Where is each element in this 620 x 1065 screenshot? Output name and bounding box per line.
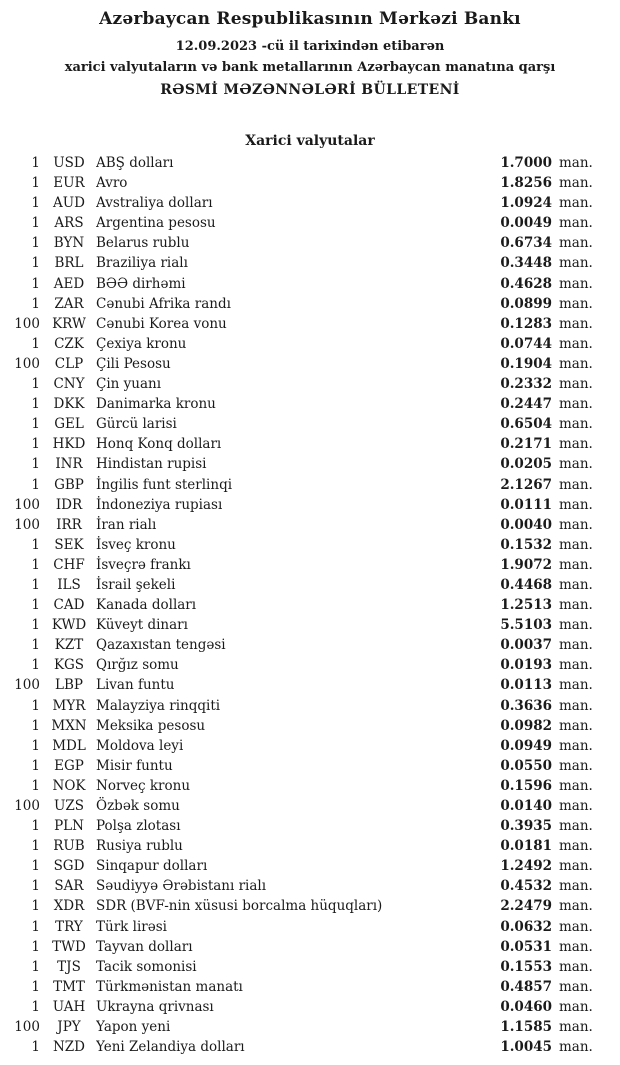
rate-value: 5.5103 (500, 617, 552, 634)
rate-value: 0.3935 (500, 818, 552, 835)
rate-row (0, 233, 596, 253)
unit-label: man. (559, 396, 593, 413)
rate-value: 2.1267 (500, 476, 552, 493)
rate-value: 0.0460 (500, 998, 552, 1015)
currency-name: Çili Pesosu (96, 355, 171, 372)
quantity: 1 (31, 456, 40, 473)
quantity: 1 (31, 175, 40, 192)
currency-name: Türk lirəsi (96, 918, 167, 935)
rate-value: 0.4628 (500, 275, 552, 292)
quantity: 1 (31, 556, 40, 573)
unit-label: man. (559, 757, 593, 774)
unit-label: man. (559, 697, 593, 714)
rate-row (0, 1017, 596, 1037)
rate-value: 0.0632 (500, 918, 552, 935)
unit-label: man. (559, 978, 593, 995)
currency-code: TMT (53, 978, 85, 995)
rate-value: 1.0924 (500, 195, 552, 212)
rate-row (0, 655, 596, 675)
unit-label: man. (559, 637, 593, 654)
rate-row (0, 816, 596, 836)
rate-value: 1.8256 (500, 175, 552, 192)
rate-row (0, 635, 596, 655)
rate-row (0, 675, 596, 695)
quantity: 1 (31, 335, 40, 352)
currency-name: İsveç kronu (96, 536, 176, 553)
rate-row (0, 997, 596, 1017)
currency-code: AED (53, 275, 85, 292)
quantity: 100 (14, 315, 40, 332)
currency-name: Özbək somu (96, 798, 180, 814)
currency-code: INR (55, 456, 83, 473)
unit-label: man. (559, 838, 593, 855)
currency-code: TJS (57, 958, 81, 975)
unit-label: man. (559, 818, 593, 835)
unit-label: man. (559, 858, 593, 875)
rate-value: 0.1532 (500, 536, 552, 553)
rate-row (0, 434, 596, 454)
currency-name: Cənubi Korea vonu (96, 315, 227, 332)
rate-value: 0.0113 (500, 677, 552, 694)
quantity: 1 (31, 416, 40, 433)
rate-row (0, 495, 596, 515)
currency-name: Tacik somonisi (96, 958, 197, 975)
unit-label: man. (559, 315, 593, 332)
currency-name: İran rialı (96, 516, 157, 533)
bank-title: Azərbaycan Respublikasının Mərkəzi Bankı (99, 9, 521, 29)
currency-code: ARS (54, 215, 84, 232)
rate-value: 0.1553 (500, 958, 552, 975)
currency-name: Hindistan rupisi (96, 456, 207, 473)
currency-code: DKK (53, 396, 85, 413)
rate-value: 0.0040 (500, 516, 552, 533)
rate-row (0, 334, 596, 354)
currency-name: Avstraliya dolları (96, 195, 213, 212)
section-title-foreign-currencies: Xarici valyutalar (245, 133, 375, 149)
unit-label: man. (559, 335, 593, 352)
rate-value: 0.0550 (500, 757, 552, 774)
unit-label: man. (559, 717, 593, 734)
quantity: 1 (31, 617, 40, 634)
unit-label: man. (559, 777, 593, 794)
currency-name: Argentina pesosu (96, 215, 216, 232)
rate-row (0, 555, 596, 575)
currency-code: SEK (54, 536, 84, 553)
quantity: 1 (31, 717, 40, 734)
rate-row (0, 354, 596, 374)
unit-label: man. (559, 1019, 593, 1036)
quantity: 1 (31, 295, 40, 312)
currency-name: Qırğız somu (96, 657, 179, 674)
currency-name: Tayvan dolları (96, 938, 193, 955)
quantity: 1 (31, 255, 40, 272)
rate-row (0, 856, 596, 876)
rate-value: 0.0181 (500, 838, 552, 855)
unit-label: man. (559, 798, 593, 814)
quantity: 1 (31, 737, 40, 754)
currency-code: NOK (52, 777, 86, 794)
rate-value: 0.6504 (500, 416, 552, 433)
unit-label: man. (559, 576, 593, 593)
rate-row (0, 515, 596, 535)
rate-row (0, 173, 596, 193)
quantity: 100 (14, 1019, 40, 1036)
rate-value: 2.2479 (500, 898, 552, 915)
rate-row (0, 274, 596, 294)
currency-code: SGD (53, 858, 85, 875)
bulletin-header (0, 9, 620, 98)
currency-code: KRW (52, 315, 86, 332)
rate-value: 1.0045 (500, 1039, 552, 1056)
rate-value: 0.4468 (500, 576, 552, 593)
currency-name: Yeni Zelandiya dolları (96, 1039, 245, 1056)
unit-label: man. (559, 155, 593, 171)
currency-name: Çin yuanı (96, 376, 162, 393)
rate-value: 1.2492 (500, 858, 552, 875)
currency-code: NZD (52, 1039, 86, 1056)
quantity: 1 (31, 576, 40, 593)
rate-row (0, 736, 596, 756)
unit-label: man. (559, 918, 593, 935)
quantity: 1 (31, 958, 40, 975)
currency-name: Ukrayna qrivnası (96, 998, 214, 1015)
currency-name: İsveçrə frankı (96, 556, 191, 573)
rate-row (0, 836, 596, 856)
rate-row (0, 756, 596, 776)
rate-value: 0.3448 (500, 255, 552, 272)
currency-code: PLN (54, 818, 84, 835)
unit-label: man. (559, 998, 593, 1015)
unit-label: man. (559, 516, 593, 533)
quantity: 1 (31, 818, 40, 835)
currency-code: CHF (53, 556, 85, 573)
quantity: 1 (31, 476, 40, 493)
quantity: 1 (31, 998, 40, 1015)
currency-name: Moldova leyi (96, 737, 184, 754)
unit-label: man. (559, 175, 593, 192)
currency-code: LBP (55, 677, 83, 694)
currency-name: Belarus rublu (96, 235, 190, 252)
currency-code: CLP (54, 355, 84, 372)
currency-code: BRL (54, 255, 84, 272)
currency-code: ILS (57, 576, 81, 593)
quantity: 1 (31, 376, 40, 393)
quantity: 100 (14, 496, 40, 513)
quantity: 1 (31, 155, 40, 171)
rate-value: 0.0037 (500, 637, 552, 654)
rate-value: 1.1585 (500, 1019, 552, 1036)
rate-value: 0.0140 (500, 798, 552, 814)
unit-label: man. (559, 476, 593, 493)
rate-value: 1.2513 (500, 597, 552, 614)
currency-name: Sinqapur dolları (96, 858, 208, 875)
effective-date-line: 12.09.2023 -cü il tarixindən etibarən (175, 39, 445, 54)
rate-value: 0.2171 (500, 436, 552, 453)
rate-row (0, 896, 596, 916)
quantity: 1 (31, 1039, 40, 1056)
currency-code: MYR (52, 697, 86, 714)
currency-name: Braziliya rialı (96, 255, 188, 272)
currency-name: Rusiya rublu (96, 838, 183, 855)
currency-code: CZK (54, 335, 84, 352)
currency-code: TRY (55, 918, 83, 935)
currency-code: HKD (52, 436, 86, 453)
exchange-rates-table (0, 153, 620, 1057)
currency-name: Türkmənistan manatı (96, 978, 243, 995)
quantity: 1 (31, 978, 40, 995)
rate-row (0, 1037, 596, 1057)
rate-value: 0.0744 (500, 335, 552, 352)
rate-value: 0.2447 (500, 396, 552, 413)
rate-row (0, 414, 596, 434)
rate-value: 0.0111 (500, 496, 552, 513)
currency-name: İsrail şekeli (96, 576, 176, 593)
rate-value: 0.1596 (500, 777, 552, 794)
rate-value: 0.0205 (500, 456, 552, 473)
currency-name: Yapon yeni (96, 1019, 171, 1036)
currency-name: Küveyt dinarı (96, 617, 188, 634)
currency-code: UZS (53, 798, 84, 814)
rate-row (0, 294, 596, 314)
rate-row (0, 213, 596, 233)
rate-value: 0.1904 (500, 355, 552, 372)
rate-row (0, 876, 596, 896)
rate-value: 0.0193 (500, 657, 552, 674)
rate-row (0, 917, 596, 937)
currency-code: SAR (54, 878, 84, 895)
currency-name: Cənubi Afrika randı (96, 295, 231, 312)
rate-value: 0.3636 (500, 697, 552, 714)
currency-code: MDL (52, 737, 86, 754)
rate-row (0, 475, 596, 495)
rate-row (0, 957, 596, 977)
rate-row (0, 193, 596, 213)
currency-code: UAH (52, 998, 86, 1015)
currency-code: XDR (53, 898, 85, 915)
currency-name: Avro (96, 175, 128, 192)
quantity: 1 (31, 637, 40, 654)
rate-row (0, 454, 596, 474)
currency-code: GEL (54, 416, 84, 433)
currency-name: BƏƏ dirhəmi (96, 275, 186, 292)
rate-value: 0.1283 (500, 315, 552, 332)
unit-label: man. (559, 938, 593, 955)
rate-row (0, 615, 596, 635)
quantity: 1 (31, 396, 40, 413)
bulletin-subtitle: xarici valyutaların və bank metallarının Azərbaycan manatına qarşı (64, 60, 556, 75)
quantity: 1 (31, 697, 40, 714)
quantity: 1 (31, 918, 40, 935)
unit-label: man. (559, 1039, 593, 1056)
currency-name: Çexiya kronu (96, 335, 187, 352)
currency-name: Malayziya rinqqiti (96, 697, 221, 714)
currency-code: KWD (51, 617, 87, 634)
currency-code: JPY (57, 1019, 81, 1036)
rate-value: 1.7000 (500, 155, 552, 171)
unit-label: man. (559, 436, 593, 453)
rate-row (0, 595, 596, 615)
quantity: 1 (31, 195, 40, 212)
currency-code: CNY (53, 376, 85, 393)
currency-name: İndoneziya rupiası (96, 496, 223, 513)
rate-row (0, 153, 596, 173)
rate-row (0, 696, 596, 716)
currency-code: MXN (51, 717, 87, 734)
rate-value: 0.0982 (500, 717, 552, 734)
unit-label: man. (559, 737, 593, 754)
currency-name: Səudiyyə Ərəbistanı rialı (96, 878, 267, 895)
quantity: 1 (31, 215, 40, 232)
quantity: 100 (14, 798, 40, 814)
currency-code: TWD (52, 938, 86, 955)
currency-code: AUD (53, 195, 85, 212)
currency-name: SDR (BVF-nin xüsusi borcalma hüquqları) (96, 898, 383, 915)
quantity: 100 (14, 355, 40, 372)
rate-row (0, 314, 596, 334)
rate-value: 0.6734 (500, 235, 552, 252)
rate-value: 0.0049 (500, 215, 552, 232)
unit-label: man. (559, 677, 593, 694)
currency-name: Polşa zlotası (96, 818, 181, 835)
unit-label: man. (559, 878, 593, 895)
quantity: 1 (31, 777, 40, 794)
currency-name: Gürcü larisi (96, 416, 177, 433)
unit-label: man. (559, 195, 593, 212)
unit-label: man. (559, 898, 593, 915)
currency-name: Qazaxıstan tengəsi (96, 637, 226, 654)
quantity: 100 (14, 516, 40, 533)
quantity: 1 (31, 838, 40, 855)
unit-label: man. (559, 355, 593, 372)
currency-name: ABŞ dolları (96, 155, 174, 171)
currency-code: RUB (53, 838, 85, 855)
quantity: 1 (31, 536, 40, 553)
currency-code: EGP (54, 757, 84, 774)
currency-name: Honq Konq dolları (96, 436, 222, 453)
unit-label: man. (559, 617, 593, 634)
currency-name: Livan funtu (96, 677, 175, 694)
rate-value: 0.4857 (500, 978, 552, 995)
quantity: 1 (31, 436, 40, 453)
unit-label: man. (559, 416, 593, 433)
quantity: 1 (31, 235, 40, 252)
unit-label: man. (559, 536, 593, 553)
currency-code: KGS (53, 657, 85, 674)
currency-code: GBP (54, 476, 84, 493)
rate-row (0, 977, 596, 997)
rate-row (0, 776, 596, 796)
quantity: 1 (31, 898, 40, 915)
unit-label: man. (559, 958, 593, 975)
quantity: 100 (14, 677, 40, 694)
quantity: 1 (31, 878, 40, 895)
rate-value: 0.2332 (500, 376, 552, 393)
rate-row (0, 796, 596, 816)
unit-label: man. (559, 496, 593, 513)
rate-value: 0.0949 (500, 737, 552, 754)
rate-row (0, 575, 596, 595)
unit-label: man. (559, 556, 593, 573)
unit-label: man. (559, 295, 593, 312)
currency-code: KZT (54, 637, 84, 654)
unit-label: man. (559, 456, 593, 473)
currency-name: Misir funtu (96, 757, 173, 774)
unit-label: man. (559, 235, 593, 252)
rate-row (0, 374, 596, 394)
unit-label: man. (559, 255, 593, 272)
bulletin-title: RƏSMİ MƏZƏNNƏLƏRİ BÜLLETENİ (160, 82, 460, 98)
currency-name: Norveç kronu (96, 777, 191, 794)
currency-code: IDR (55, 496, 83, 513)
rate-row (0, 394, 596, 414)
currency-code: CAD (53, 597, 85, 614)
unit-label: man. (559, 275, 593, 292)
currency-name: İngilis funt sterlinqi (96, 476, 233, 493)
rate-row (0, 535, 596, 555)
quantity: 1 (31, 657, 40, 674)
rate-row (0, 716, 596, 736)
rate-row (0, 253, 596, 273)
currency-code: IRR (56, 516, 82, 533)
currency-name: Meksika pesosu (96, 717, 206, 734)
unit-label: man. (559, 657, 593, 674)
unit-label: man. (559, 376, 593, 393)
rate-value: 0.0531 (500, 938, 552, 955)
currency-name: Danimarka kronu (96, 396, 216, 413)
quantity: 1 (31, 938, 40, 955)
rate-value: 0.4532 (500, 878, 552, 895)
currency-code: ZAR (54, 295, 84, 312)
rate-value: 1.9072 (500, 556, 552, 573)
currency-code: EUR (53, 175, 85, 192)
currency-code: BYN (53, 235, 85, 252)
currency-code: USD (53, 155, 85, 171)
unit-label: man. (559, 597, 593, 614)
quantity: 1 (31, 275, 40, 292)
rate-row (0, 937, 596, 957)
quantity: 1 (31, 757, 40, 774)
currency-name: Kanada dolları (96, 597, 197, 614)
quantity: 1 (31, 597, 40, 614)
unit-label: man. (559, 215, 593, 232)
quantity: 1 (31, 858, 40, 875)
rate-value: 0.0899 (500, 295, 552, 312)
